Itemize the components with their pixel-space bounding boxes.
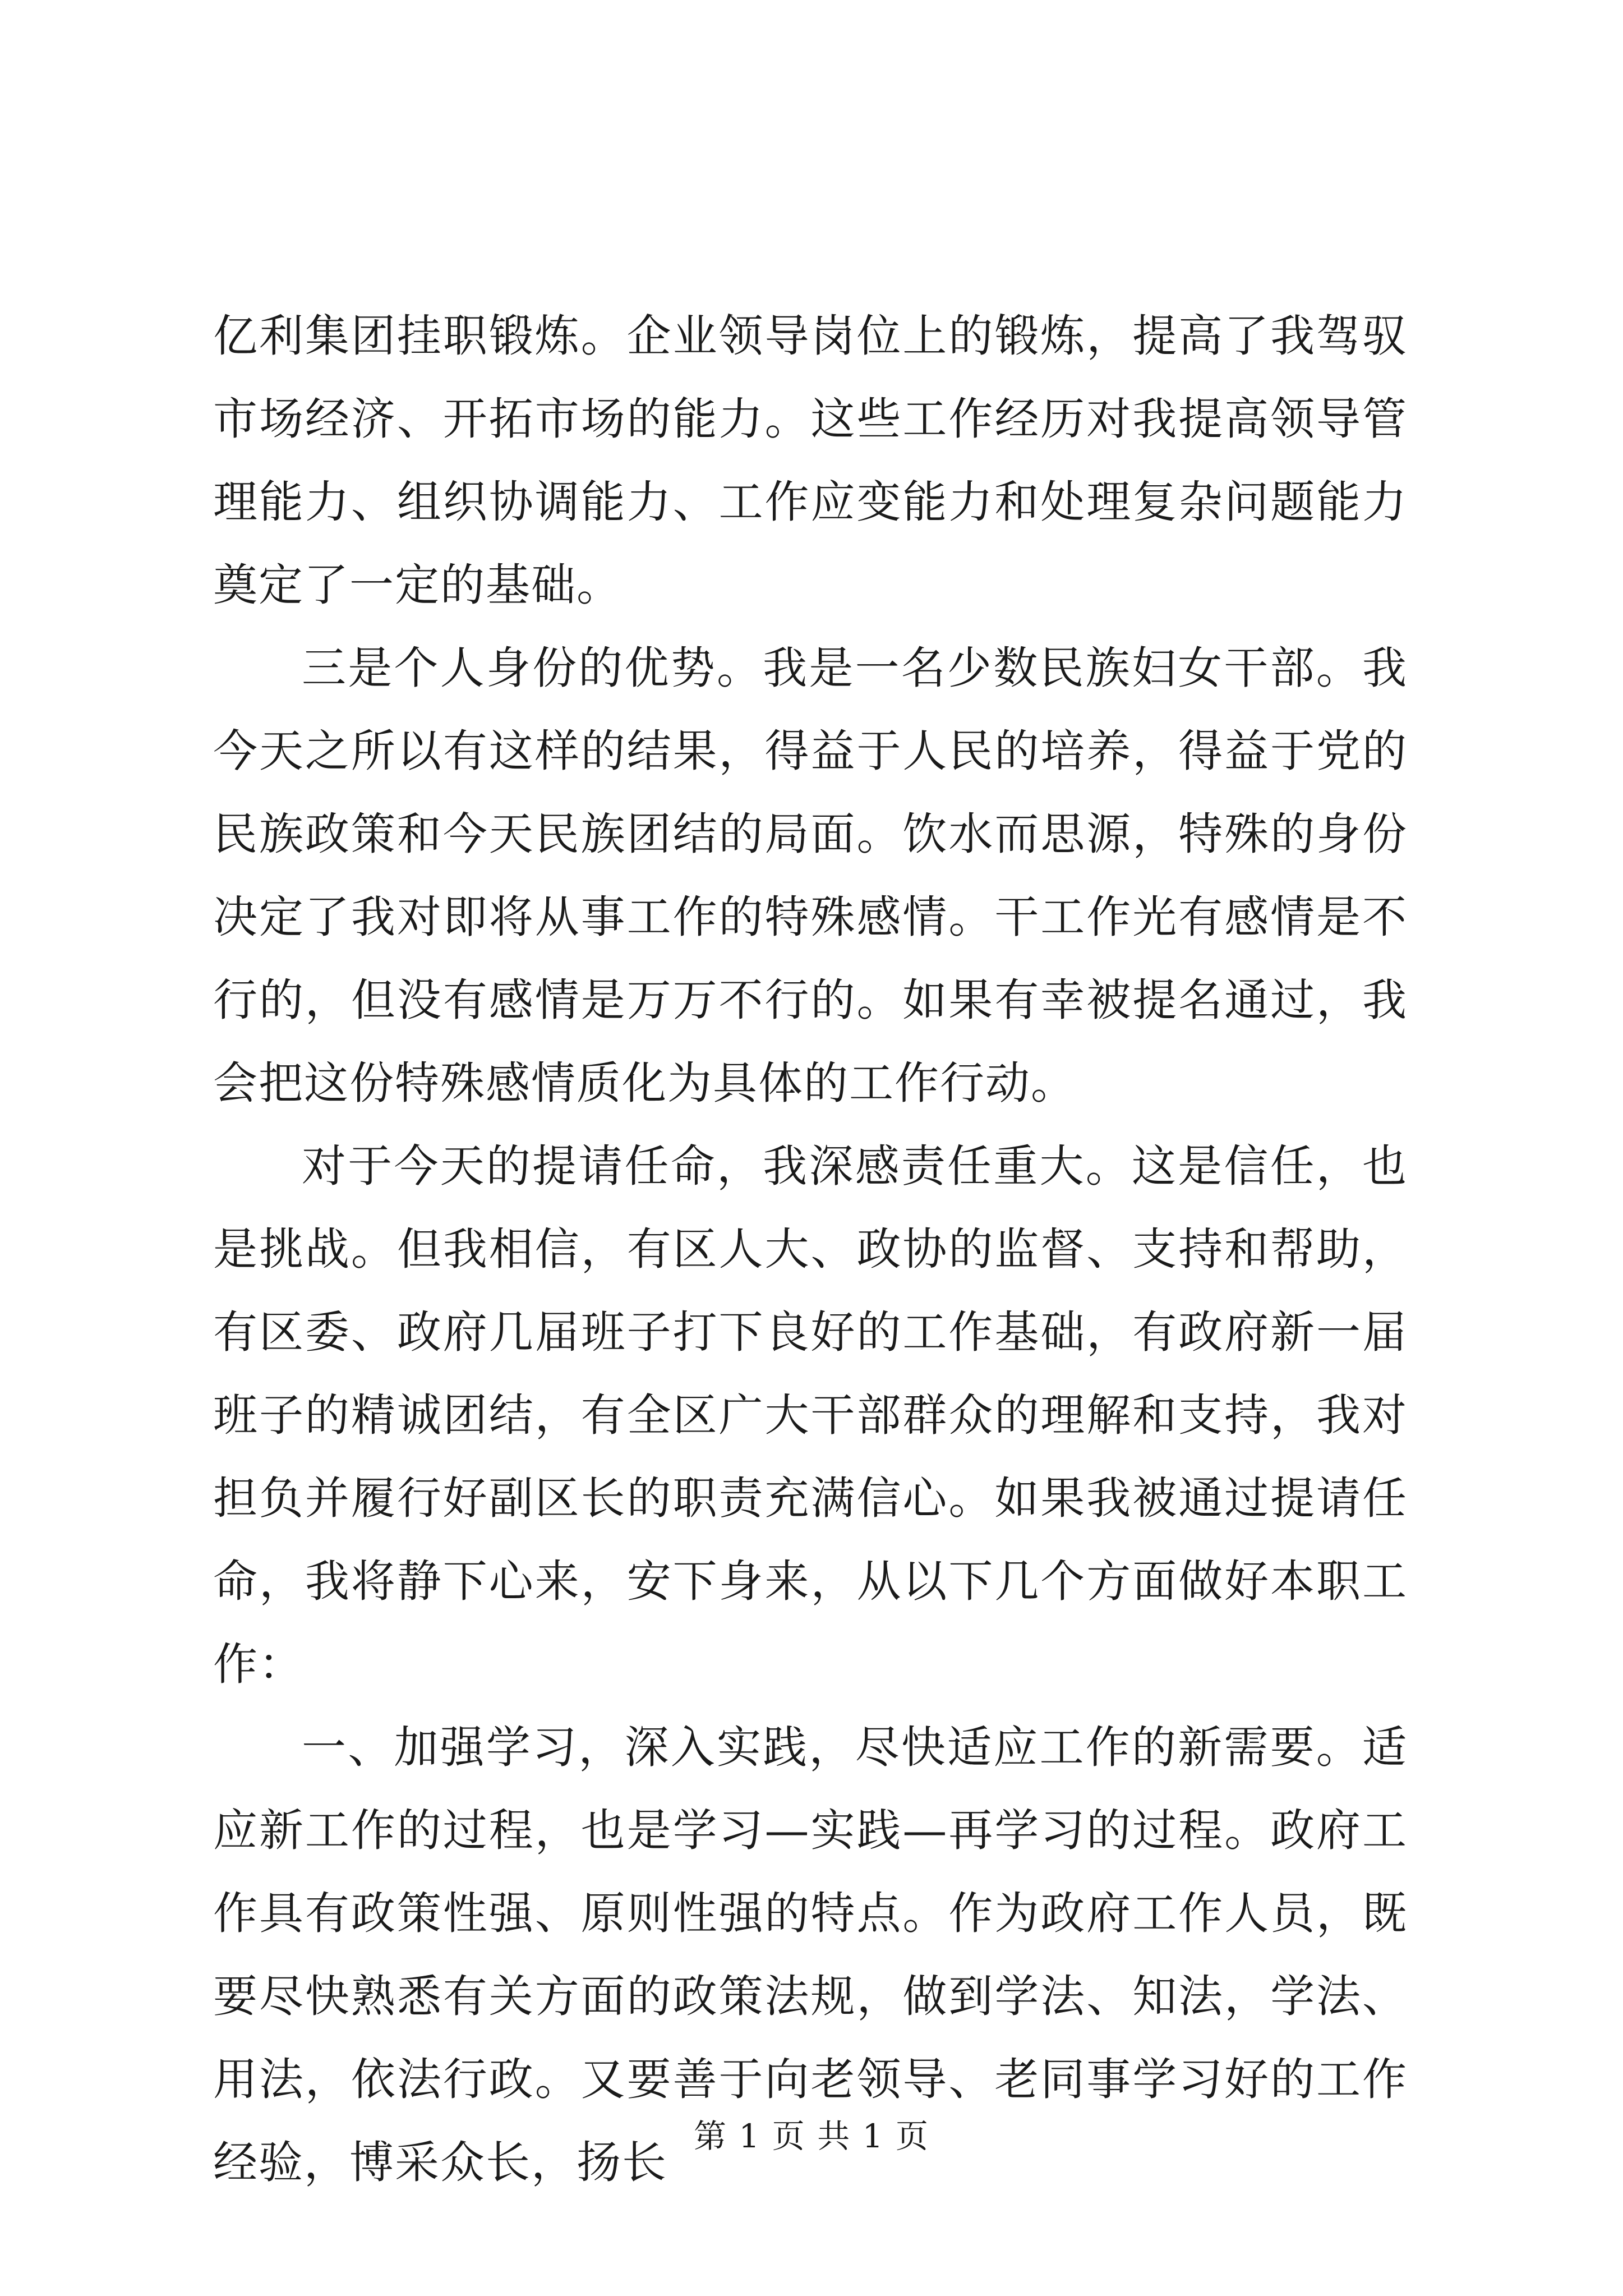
paragraph-2: 三是个人身份的优势。我是一名少数民族妇女干部。我今天之所以有这样的结果，得益于人民的培养，得益于党的民族政策和今天民族团结的局面。饮水而思源，特殊的身份决定了我对即将从事工作的特殊感情。干工作光有感情是不行的，但没有感情是万万不行的。如果有幸被提名通过，我会把这份特殊感情质化为具体的工作行动。	[213, 642, 1408, 1109]
paragraph-1: 亿利集团挂职锻炼。企业领导岗位上的锻炼，提高了我驾驭市场经济、开拓市场的能力。这些工作经历对我提高领导管理能力、组织协调能力、工作应变能力和处理复杂问题能力奠定了一定的基础。	[213, 310, 1408, 611]
document-body	[213, 295, 1408, 2204]
paragraph-4: 一、加强学习，深入实践，尽快适应工作的新需要。适应新工作的过程，也是学习—实践—再学习的过程。政府工作具有政策性强、原则性强的特点。作为政府工作人员，既要尽快熟悉有关方面的政策法规，做到学法、知法，学法、用法，依法行政。又要善于向老领导、老同事学习好的工作经验，博采众长，扬长	[213, 1722, 1408, 2188]
paragraph-3: 对于今天的提请任命，我深感责任重大。这是信任，也是挑战。但我相信，有区人大、政协的监督、支持和帮助，有区委、政府几届班子打下良好的工作基础，有政府新一届班子的精诚团结，有全区广大干部群众的理解和支持，我对担负并履行好副区长的职责充满信心。如果我被通过提请任命，我将静下心来，安下身来，从以下几个方面做好本职工作：	[213, 1140, 1408, 1690]
page-footer: 第 1 页 共 1 页	[694, 2117, 929, 2155]
